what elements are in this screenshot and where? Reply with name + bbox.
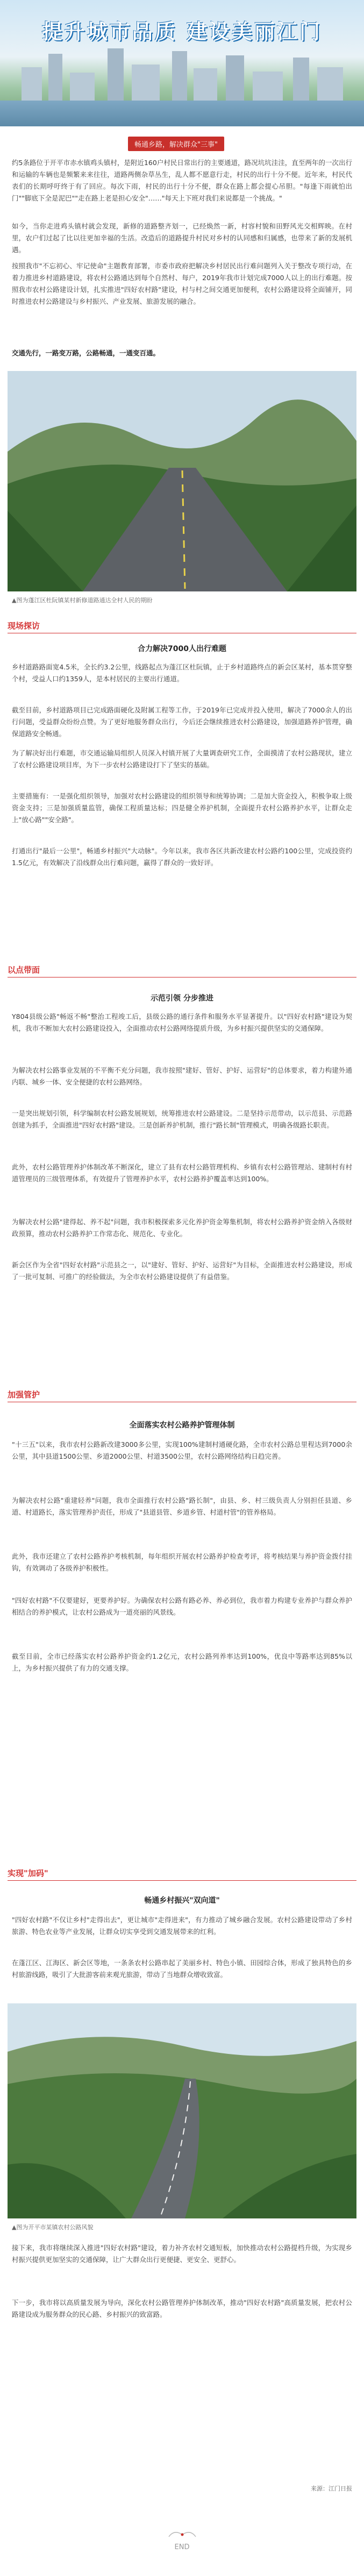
- section-3-label: 加强管护: [8, 1390, 40, 1400]
- section-4-label: 实现"加码": [8, 1868, 48, 1878]
- section-2-para-6: 新会区作为全省"四好农村路"示范县之一，以"建好、管好、护好、运营好"为目标，全面推进农村公路建设，形成了一批可复制、可推广的经验做法，为全市农村公路建设提供了有益借鉴。: [12, 1261, 352, 1281]
- section-3-para-2: 为解决农村公路"重建轻养"问题，我市全面推行农村公路"路长制"，由县、乡、村三级负责人分别担任县道、乡道、村道路长，落实管理养护责任，形成了"县道县管、乡道乡管、村道村管"的管养格局。: [12, 1496, 352, 1516]
- section-1-para-3: 为了解决好出行难题，市交通运输局组织人员深入村镇开展了大量调查研究工作，全面摸清了农村公路现状，建立了农村公路建设项目库，为下一步农村公路建设打下了坚实的基础。: [12, 749, 352, 769]
- section-2-para-5: 为解决农村公路"建得起、养不起"问题，我市积极探索多元化养护资金筹集机制，将农村公路养护资金纳入各级财政预算，推动农村公路养护工作常态化、规范化、专业化。: [12, 1218, 352, 1238]
- section-4-para-1: "四好农村路"不仅让乡村"走得出去"，更让城市"走得进来"，有力推动了城乡融合发展。农村公路建设带动了乡村旅游、特色农业等产业发展，让群众切实享受到交通发展带来的红利。: [12, 1916, 352, 1936]
- section-2-subtitle: 示范引领 分步推进: [151, 994, 213, 1003]
- river: [0, 101, 364, 126]
- intro-tag: 畅通乡路，解决群众"三事": [128, 137, 224, 151]
- section-4-para-3: 接下来，我市将继续深入推进"四好农村路"建设，着力补齐农村交通短板，加快推动农村公路提档升级，为实现乡村振兴提供更加坚实的交通保障，让广大群众出行更便捷、更安全、更舒心。: [12, 2244, 352, 2264]
- intro-bold-line: 交通先行，一路变万路，公路畅通，一通变百通。: [12, 349, 160, 357]
- section-3-para-5: 截至目前，全市已经落实农村公路养护资金约1.2亿元，农村公路列养率达到100%，优良中等路率达到85%以上，为乡村振兴提供了有力的交通支撑。: [12, 1652, 352, 1672]
- section-4-subtitle: 畅通乡村振兴"双向道": [144, 1896, 220, 1905]
- section-2-para-3: 一是突出规划引领，科学编制农村公路发展规划，统筹推进农村公路建设。二是坚持示范带动，以示范县、示范路创建为抓手，全面推进"四好农村路"建设。三是创新养护机制，推行"路长制"管理模式，明确各级路长职责。: [12, 1109, 352, 1129]
- section-head-3: [8, 1387, 356, 1403]
- intro-paragraph-1: 约5条路位于开平市赤水镇鸡头镇村，是附近160户村民日常出行的主要通道，路况坑坑洼洼，直至两年的一次出行和运输的车辆也是频繁来来往往，道路两侧杂草丛生，乱人都不愿意行走，村民的出行十分不便。近年来，村民代表们的长期呼吁终于有了回应。每次下雨，村民的出行十分不便，群众在路上都会提心吊胆。"每逢下雨就怕出门""脚底下全是泥巴""走在路上老是担心安全"……"每天上下班对我们来说都是一个挑战。": [12, 159, 352, 202]
- section-2-para-4: 此外，农村公路管理养护体制改革不断深化，建立了县有农村公路管理机构、乡镇有农村公路管理站、建制村有村道管理员的三级管理体系，有效提升了管理养护水平，农村公路养护覆盖率达到100%。: [12, 1163, 352, 1183]
- section-4-para-2: 在蓬江区、江海区、新会区等地，一条条农村公路串起了美丽乡村、特色小镇、田园综合体，形成了独具特色的乡村旅游线路，吸引了大批游客前来观光旅游，带动了当地群众增收致富。: [12, 1959, 352, 1979]
- intro-paragraph-2: 如今，当你走进鸡头镇村就会发现，新修的道路整齐划一，已经焕然一新，村容村貌和田野风光交相辉映。在村里，农户们过起了比以往更加幸福的生活。改造后的道路提升村民对乡村的认同感和归属感，也带来了新的发展机遇。: [12, 222, 352, 254]
- section-3-subtitle: 全面落实农村公路养护管理体制: [129, 1421, 235, 1430]
- intro-paragraph-3: 按照我市"不忘初心、牢记使命"主题教育部署，市委市政府把解决乡村居民出行难问题列入关于整改专项行动，在着力推进乡村道路建设，将农村公路通达到每个自然村、每户，2019年我市计划完成7000人以上的出行难题。按照我市农村公路建设计划，扎实推进"四好农村路"建设，村与村之间交通更加便利，农村公路建设将全面铺开，同时推进农村公路建设与乡村振兴、产业发展、旅游发展的融合。: [12, 262, 352, 305]
- source-label: 来源：江门日报: [311, 2485, 352, 2492]
- section-3-para-3: 此外，我市还建立了农村公路养护考核机制，每年组织开展农村公路养护检查考评，将考核结果与养护资金拨付挂钩，有效调动了各级养护积极性。: [12, 1552, 352, 1572]
- section-head-1: [8, 618, 356, 634]
- section-1-para-2: 截至目前，乡村道路项目已完成路面硬化及附属工程等工作，于2019年已完成并投入使用，解决了7000余人的出行问题，受益群众纷纷点赞。为了更好地服务群众出行，今后还会继续推进农村公路建设，加强道路养护管理，确保道路安全畅通。: [12, 706, 352, 738]
- section-2-para-1: Y804县级公路"畅返不畅"整治工程竣工后，县级公路的通行条件和服务水平显著提升。以"四好农村路"建设为契机，我市不断加大农村公路建设投入，全面推动农村公路网络提质升级，为乡村振兴提供坚实的交通保障。: [12, 1012, 352, 1032]
- section-2-label: 以点带面: [8, 965, 40, 975]
- end-mark: [0, 2527, 364, 2551]
- section-3-para-1: "十三五"以来，我市农村公路新改建3000多公里，实现100%建制村通硬化路，全市农村公路总里程达到7000余公里，其中县道1500公里、乡道2000公里、村道3500公里，农村公路网络结构日趋完善。: [12, 1440, 352, 1460]
- section-1-label: 现场探访: [8, 621, 40, 631]
- end-label: END: [174, 2543, 190, 2551]
- section-2-para-2: 为解决农村公路事业发展的不平衡不充分问题，我市按照"建好、管好、护好、运营好"的总体要求，着力构建外通内联、城乡一体、安全便捷的农村公路网络。: [12, 1066, 352, 1086]
- section-4-para-4: 下一步，我市将以高质量发展为导向，深化农村公路管理养护体制改革，推动"四好农村路"高质量发展，把农村公路建设成为服务群众的民心路、乡村振兴的致富路。: [12, 2299, 352, 2318]
- section-head-2: [8, 962, 356, 979]
- section-1-para-5: 打通出行"最后一公里"，畅通乡村振兴"大动脉"。今年以来，我市各区共新改建农村公路约100公里，完成投资约1.5亿元，有效解决了沿线群众出行难问题，赢得了群众的一致好评。: [12, 847, 352, 867]
- road-photo-1-illustration: [8, 371, 356, 591]
- photo-2-caption: ▲图为开平市某镇农村公路风貌: [12, 2224, 94, 2231]
- road-photo-1: [8, 371, 356, 591]
- section-1-para-1: 乡村道路路面宽4.5米，全长约3.2公里，线路起点为蓬江区杜阮镇，止于乡村道路终点的新会区某村，基本贯穿整个村，受益人口约1359人，是本村居民的主要出行通道。: [12, 663, 352, 683]
- section-1-subtitle: 合力解决7000人出行难题: [138, 645, 226, 653]
- section-head-4: [8, 1866, 356, 1882]
- end-ornament-icon: [166, 2527, 198, 2541]
- road-photo-2-illustration: [8, 2003, 356, 2218]
- city-skyline: [0, 46, 364, 105]
- section-3-para-4: "四好农村路"不仅要建好，更要养护好。为确保农村公路有路必养、养必到位，我市着力构建专业养护与群众养护相结合的养护模式，让农村公路成为一道亮丽的风景线。: [12, 1596, 352, 1616]
- banner-title: 提升城市品质 建设美丽江门: [41, 19, 323, 44]
- section-1-para-4: 主要措施有：一是强化组织领导，加强对农村公路建设的组织领导和统筹协调；二是加大资金投入，积极争取上级资金支持；三是加强质量监管，确保工程质量达标；四是健全养护机制，全面提升农村公路养护水平，让群众走上"放心路""安全路"。: [12, 792, 352, 824]
- banner-image: [0, 0, 364, 126]
- road-photo-2: [8, 2003, 356, 2218]
- photo-1-caption: ▲图为蓬江区杜阮镇某村新修道路通达全村人民的期盼: [12, 597, 153, 604]
